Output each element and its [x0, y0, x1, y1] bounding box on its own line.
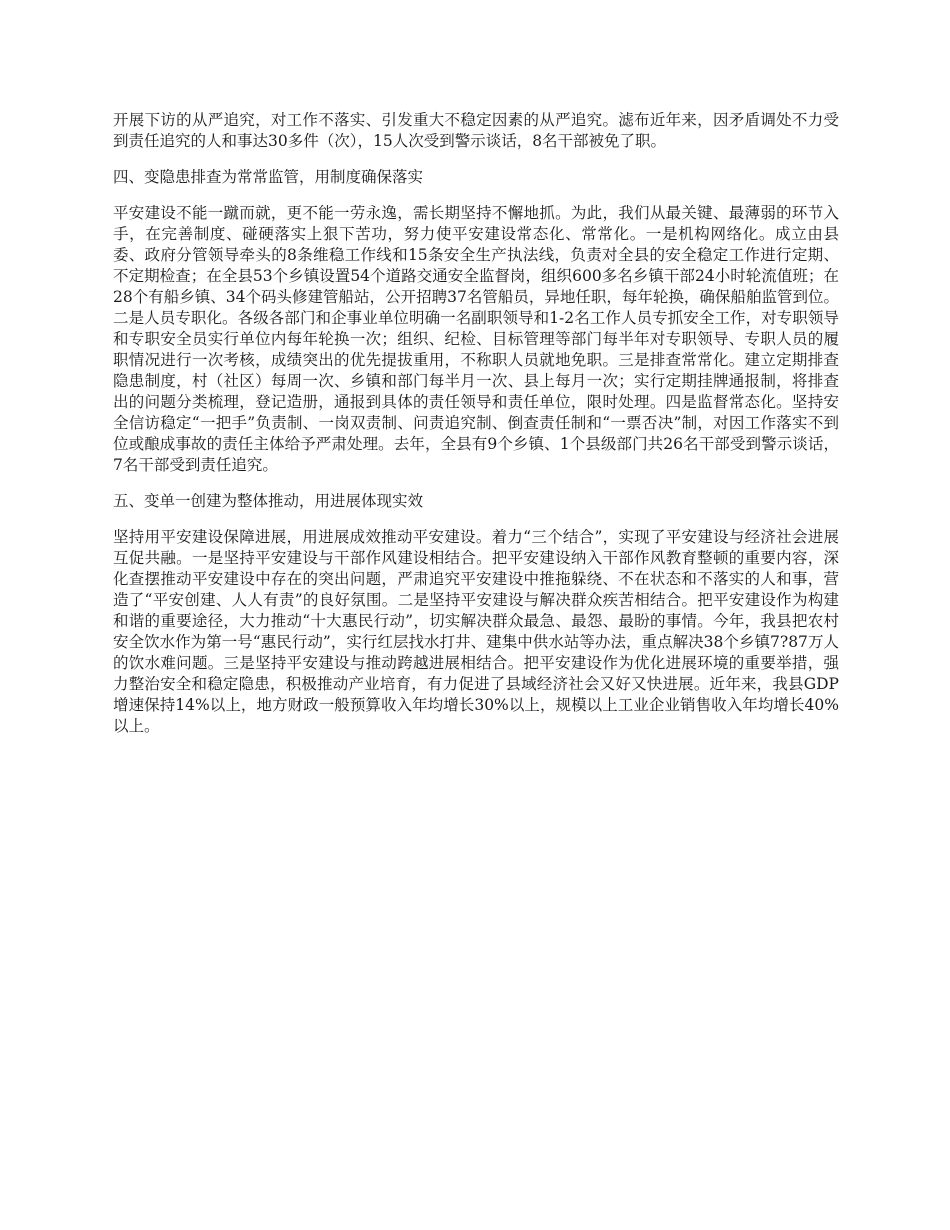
- paragraph-integration: 坚持用平安建设保障进展，用进展成效推动平安建设。着力“三个结合”，实现了平安建设与经济社会进展互促共融。一是坚持平安建设与干部作风建设相结合。把平安建设纳入干部作风教育整顿的重要内容，深化查摆推动平安建设中存在的突出问题，严肃追究平安建设中推拖躲绕、不在状态和不落实的人和事，营造了“平安创建、人人有责”的良好氛围。二是坚持平安建设与解决群众疾苦相结合。把平安建设作为构建和谐的重要途径，大力推动“十大惠民行动”，切实解决群众最急、最怨、最盼的事情。今年，我县把农村安全饮水作为第一号“惠民行动”，实行红层找水打井、建集中供水站等办法，重点解决38个乡镇7?87万人的饮水难问题。三是坚持平安建设与推动跨越进展相结合。把平安建设作为优化进展环境的重要举措，强力整治安全和稳定隐患，积极推动产业培育，有力促进了县域经济社会又好又快进展。近年来，我县GDP增速保持14%以上，地方财政一般预算收入年均增长30%以上，规模以上工业企业销售收入年均增长40%以上。: [113, 528, 839, 735]
- paragraph-supervision: 平安建设不能一蹴而就，更不能一劳永逸，需长期坚持不懈地抓。为此，我们从最关键、最薄弱的环节入手，在完善制度、碰硬落实上狠下苦功，努力使平安建设常态化、常常化。一是机构网络化。成立由县委、政府分管领导牵头的8条维稳工作线和15条安全生产执法线，负责对全县的安全稳定工作进行定期、不定期检查；在全县53个乡镇设置54个道路交通安全监督岗，组织600多名乡镇干部24小时轮流值班；在28个有船乡镇、34个码头修建管船站，公开招聘37名管船员，异地任职，每年轮换，确保船舶监管到位。二是人员专职化。各级各部门和企事业单位明确一名副职领导和1-2名工作人员专抓安全工作，对专职领导和专职安全员实行单位内每年轮换一次；组织、纪检、目标管理等部门每半年对专职领导、专职人员的履职情况进行一次考核，成绩突出的优先提拔重用，不称职人员就地免职。三是排查常常化。建立定期排查隐患制度，村（社区）每周一次、乡镇和部门每半月一次、县上每月一次；实行定期挂牌通报制，将排查出的问题分类梳理，登记造册，通报到具体的责任领导和责任单位，限时处理。四是监督常态化。坚持安全信访稳定“一把手”负责制、一岗双责制、问责追究制、倒查责任制和“一票否决”制，对因工作落实不到位或酿成事故的责任主体给予严肃处理。去年，全县有9个乡镇、1个县级部门共26名干部受到警示谈话，7名干部受到责任追究。: [113, 204, 839, 474]
- paragraph-accountability: 开展下访的从严追究，对工作不落实、引发重大不稳定因素的从严追究。滤布近年来，因矛盾调处不力受到责任追究的人和事达30多件（次），15人次受到警示谈话，8名干部被免了职。: [113, 111, 839, 150]
- section-heading-five: 五、变单一创建为整体推动，用进展体现实效: [113, 492, 424, 510]
- section-heading-four: 四、变隐患排查为常常监管，用制度确保落实: [113, 168, 424, 186]
- document-body: [113, 110, 839, 752]
